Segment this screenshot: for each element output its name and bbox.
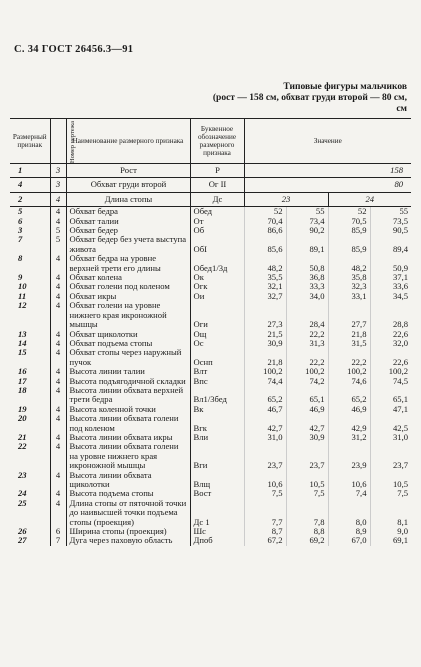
- row-code: Вги: [190, 442, 244, 470]
- row-code: Ощ: [190, 330, 244, 339]
- table-row: [10, 254, 411, 273]
- ref-name: Обхват груди второй: [66, 178, 190, 192]
- row-value: 46,7: [244, 405, 286, 414]
- row-drawing: 5: [50, 226, 66, 235]
- row-value: 50,8: [286, 254, 328, 273]
- caption-line-1: Типовые фигуры мальчиков: [283, 82, 407, 92]
- row-value: 100,2: [370, 367, 411, 376]
- row-value: 10,5: [286, 471, 328, 490]
- ref-num: 4: [10, 178, 50, 192]
- row-name: Высота линии обхвата голени на уровне нижнего края икроножной мышцы: [66, 442, 190, 470]
- ref-name: Длина стопы: [66, 192, 190, 206]
- row-value: 28,8: [370, 301, 411, 329]
- row-num: 5: [18, 206, 23, 217]
- row-num: 23: [18, 469, 27, 480]
- col-header-drawing-label: Номер чертежа: [68, 120, 76, 163]
- caption-line-2: (рост — 158 см, обхват груди второй — 80 см,: [212, 93, 407, 103]
- row-value: 21,8: [328, 330, 370, 339]
- row-num: 8: [18, 253, 23, 264]
- row-drawing: 4: [50, 301, 66, 329]
- row-drawing: 4: [50, 330, 66, 339]
- row-num: 3: [18, 225, 23, 236]
- row-name: Высота линии талии: [66, 367, 190, 376]
- caption-line-3: см: [396, 104, 407, 114]
- row-value: 33,3: [286, 282, 328, 291]
- row-drawing: 4: [50, 367, 66, 376]
- row-value: 9,0: [370, 527, 411, 536]
- row-value: 67,2: [244, 536, 286, 545]
- row-name: Ширина стопы (проекция): [66, 527, 190, 536]
- row-drawing: 4: [50, 254, 66, 273]
- table-row: [10, 414, 411, 433]
- row-value: 22,2: [286, 348, 328, 367]
- row-value: 22,2: [286, 330, 328, 339]
- row-code: Шс: [190, 527, 244, 536]
- row-name: Высота линии обхвата верхней трети бедра: [66, 386, 190, 405]
- row-name: Обхват голени на уровне нижнего края икроножной мышцы: [66, 301, 190, 329]
- row-name: Обхват бедра: [66, 207, 190, 217]
- row-code: Огк: [190, 282, 244, 291]
- row-value: 7,4: [328, 489, 370, 498]
- table-header-row: [10, 119, 411, 164]
- row-drawing: 4: [50, 282, 66, 291]
- row-drawing: 4: [50, 217, 66, 226]
- row-name: Обхват подъема стопы: [66, 339, 190, 348]
- row-value: 35,5: [244, 273, 286, 282]
- row-value: 10,5: [370, 471, 411, 490]
- reference-row-foot: [10, 192, 411, 206]
- row-value: 32,1: [244, 282, 286, 291]
- ref-drawing: 3: [50, 164, 66, 178]
- row-value: 7,5: [286, 489, 328, 498]
- row-value: 52: [328, 207, 370, 217]
- row-value: 22,2: [328, 348, 370, 367]
- row-value: 85,6: [244, 235, 286, 254]
- row-value: 55: [286, 207, 328, 217]
- row-code: Оснп: [190, 348, 244, 367]
- row-value: 89,1: [286, 235, 328, 254]
- row-num: 22: [18, 441, 27, 452]
- row-value: 31,2: [328, 433, 370, 442]
- row-num: 6: [18, 215, 23, 226]
- row-value: 69,2: [286, 536, 328, 545]
- row-value: 21,5: [244, 330, 286, 339]
- row-name: Дуга через паховую область: [66, 536, 190, 545]
- row-code: ОбI: [190, 235, 244, 254]
- row-value: 50,9: [370, 254, 411, 273]
- row-value: 70,5: [328, 217, 370, 226]
- row-drawing: 4: [50, 433, 66, 442]
- row-num: 11: [18, 290, 27, 301]
- row-num: 7: [18, 234, 23, 245]
- row-drawing: 4: [50, 489, 66, 498]
- row-name: Высота коленной точки: [66, 405, 190, 414]
- row-value: 48,2: [328, 254, 370, 273]
- row-num: 9: [18, 272, 23, 283]
- ref-value-1: 23: [244, 192, 328, 206]
- row-value: 46,9: [328, 405, 370, 414]
- ref-num: 2: [10, 192, 50, 206]
- row-value: 22,6: [370, 348, 411, 367]
- row-value: 89,4: [370, 235, 411, 254]
- row-num: 21: [18, 431, 27, 442]
- table-caption: [107, 82, 407, 115]
- row-value: 36,8: [286, 273, 328, 282]
- row-value: 21,8: [244, 348, 286, 367]
- table-row: [10, 386, 411, 405]
- col-header-code: Буквенное обозначение размерного признака: [190, 119, 244, 164]
- row-code: Влт: [190, 367, 244, 376]
- row-value: 69,1: [370, 536, 411, 545]
- row-value: 42,9: [328, 414, 370, 433]
- row-code: Ои: [190, 292, 244, 301]
- row-num: 26: [18, 526, 27, 537]
- col-header-num: Размерный признак: [10, 119, 50, 164]
- row-code: Влщ: [190, 471, 244, 490]
- ref-value: 80: [244, 178, 411, 192]
- row-value: 55: [370, 207, 411, 217]
- row-num: 16: [18, 366, 27, 377]
- row-value: 67,0: [328, 536, 370, 545]
- row-num: 18: [18, 384, 27, 395]
- row-code: Вли: [190, 433, 244, 442]
- row-code: Ос: [190, 339, 244, 348]
- row-value: 37,1: [370, 273, 411, 282]
- row-value: 8,7: [244, 527, 286, 536]
- ref-num: 1: [10, 164, 50, 178]
- row-value: 10,6: [328, 471, 370, 490]
- ref-value: 158: [244, 164, 411, 178]
- row-value: 52: [244, 207, 286, 217]
- row-value: 47,1: [370, 405, 411, 414]
- row-drawing: 4: [50, 292, 66, 301]
- row-name: Обхват колена: [66, 273, 190, 282]
- row-value: 35,8: [328, 273, 370, 282]
- reference-row-chest: [10, 178, 411, 192]
- row-value: 34,5: [370, 292, 411, 301]
- row-name: Обхват голени под коленом: [66, 282, 190, 291]
- row-name: Высота линии обхвата щиколотки: [66, 471, 190, 490]
- ref-value-2: 24: [328, 192, 411, 206]
- row-value: 46,9: [286, 405, 328, 414]
- row-value: 65,2: [244, 386, 286, 405]
- row-value: 32,0: [370, 339, 411, 348]
- row-value: 27,7: [328, 301, 370, 329]
- row-drawing: 4: [50, 471, 66, 490]
- page-header: С. 34 ГОСТ 26456.3—91: [14, 44, 134, 55]
- row-name: Обхват стопы через наружный пучок: [66, 348, 190, 367]
- col-header-name: Наименование размерного признака: [66, 119, 190, 164]
- row-value: 74,6: [328, 377, 370, 386]
- col-header-value: Значение: [244, 119, 411, 164]
- row-num: 19: [18, 403, 27, 414]
- row-num: 14: [18, 337, 27, 348]
- ref-code: Дс: [190, 192, 244, 206]
- row-name: Высота линии обхвата икры: [66, 433, 190, 442]
- row-code: Обед1/3д: [190, 254, 244, 273]
- row-value: 31,5: [328, 339, 370, 348]
- table-row: [10, 471, 411, 490]
- row-value: 31,0: [244, 433, 286, 442]
- ref-drawing: 3: [50, 178, 66, 192]
- row-value: 7,8: [286, 499, 328, 527]
- row-value: 23,7: [370, 442, 411, 470]
- row-num: 13: [18, 328, 27, 339]
- row-name: Высота линии обхвата голени под коленом: [66, 414, 190, 433]
- row-drawing: 4: [50, 414, 66, 433]
- row-code: Вк: [190, 405, 244, 414]
- row-name: Высота подъягодичной складки: [66, 377, 190, 386]
- row-value: 90,5: [370, 226, 411, 235]
- row-value: 7,5: [244, 489, 286, 498]
- row-value: 42,5: [370, 414, 411, 433]
- table-row: [10, 235, 411, 254]
- row-num: 10: [18, 281, 27, 292]
- col-header-drawing: [50, 119, 76, 164]
- row-drawing: 4: [50, 377, 66, 386]
- row-value: 86,6: [244, 226, 286, 235]
- row-value: 30,9: [286, 433, 328, 442]
- row-drawing: 4: [50, 273, 66, 282]
- row-name: Обхват бедер: [66, 226, 190, 235]
- row-value: 10,6: [244, 471, 286, 490]
- row-value: 30,9: [244, 339, 286, 348]
- reference-row-height: [10, 164, 411, 178]
- ref-name: Рост: [66, 164, 190, 178]
- row-value: 42,7: [286, 414, 328, 433]
- row-num: 24: [18, 488, 27, 499]
- ref-code: Ог II: [190, 178, 244, 192]
- row-value: 31,3: [286, 339, 328, 348]
- row-code: Вгк: [190, 414, 244, 433]
- row-code: Дпоб: [190, 536, 244, 545]
- row-drawing: 4: [50, 499, 66, 527]
- row-value: 42,7: [244, 414, 286, 433]
- row-drawing: 4: [50, 405, 66, 414]
- row-drawing: 4: [50, 442, 66, 470]
- table-row: [10, 499, 411, 527]
- row-value: 28,4: [286, 301, 328, 329]
- row-value: 100,2: [286, 367, 328, 376]
- row-value: 74,4: [244, 377, 286, 386]
- row-name: Обхват щиколотки: [66, 330, 190, 339]
- row-code: Дс 1: [190, 499, 244, 527]
- row-value: 65,1: [370, 386, 411, 405]
- row-value: 32,7: [244, 292, 286, 301]
- row-value: 33,1: [328, 292, 370, 301]
- row-num: 20: [18, 413, 27, 424]
- row-num: 15: [18, 347, 27, 358]
- row-code: Вл1/3бед: [190, 386, 244, 405]
- row-value: 73,5: [370, 217, 411, 226]
- row-drawing: 5: [50, 235, 66, 254]
- row-num: 12: [18, 300, 27, 311]
- table-row: [10, 442, 411, 470]
- row-code: От: [190, 217, 244, 226]
- row-value: 8,0: [328, 499, 370, 527]
- row-value: 85,9: [328, 226, 370, 235]
- row-num: 25: [18, 497, 27, 508]
- row-value: 85,9: [328, 235, 370, 254]
- row-name: Обхват талии: [66, 217, 190, 226]
- row-drawing: 4: [50, 386, 66, 405]
- row-drawing: 4: [50, 348, 66, 367]
- row-drawing: 4: [50, 339, 66, 348]
- row-value: 8,8: [286, 527, 328, 536]
- row-value: 74,5: [370, 377, 411, 386]
- row-name: Обхват бедра на уровне верхней трети его длины: [66, 254, 190, 273]
- row-drawing: 7: [50, 536, 66, 545]
- row-value: 90,2: [286, 226, 328, 235]
- ref-drawing: 4: [50, 192, 66, 206]
- ref-code: Р: [190, 164, 244, 178]
- table-row: [10, 301, 411, 329]
- row-name: Обхват бедер без учета выступа живота: [66, 235, 190, 254]
- row-code: Впс: [190, 377, 244, 386]
- row-name: Высота подъема стопы: [66, 489, 190, 498]
- row-value: 8,9: [328, 527, 370, 536]
- row-value: 34,0: [286, 292, 328, 301]
- row-drawing: 4: [50, 207, 66, 217]
- row-value: 7,5: [370, 489, 411, 498]
- row-drawing: 6: [50, 527, 66, 536]
- row-value: 31,0: [370, 433, 411, 442]
- row-value: 8,1: [370, 499, 411, 527]
- row-value: 23,7: [286, 442, 328, 470]
- row-value: 23,7: [244, 442, 286, 470]
- row-code: Ок: [190, 273, 244, 282]
- row-value: 33,6: [370, 282, 411, 291]
- row-value: 23,9: [328, 442, 370, 470]
- row-value: 27,3: [244, 301, 286, 329]
- measurements-table: [10, 118, 411, 546]
- row-code: Вост: [190, 489, 244, 498]
- row-num: 17: [18, 375, 27, 386]
- row-value: 32,3: [328, 282, 370, 291]
- row-name: Обхват икры: [66, 292, 190, 301]
- row-value: 48,2: [244, 254, 286, 273]
- row-value: 65,1: [286, 386, 328, 405]
- row-value: 22,6: [370, 330, 411, 339]
- table-row: [10, 348, 411, 367]
- row-name: Длина стопы от пяточной точки до наивысшей точки подъема стопы (проекция): [66, 499, 190, 527]
- row-code: Обед: [190, 207, 244, 217]
- row-value: 7,7: [244, 499, 286, 527]
- table-row: [10, 536, 411, 545]
- row-value: 74,2: [286, 377, 328, 386]
- row-value: 65,2: [328, 386, 370, 405]
- row-value: 70,4: [244, 217, 286, 226]
- row-code: Оги: [190, 301, 244, 329]
- row-value: 73,4: [286, 217, 328, 226]
- row-value: 100,2: [328, 367, 370, 376]
- row-num: 27: [18, 535, 27, 546]
- row-code: Об: [190, 226, 244, 235]
- row-value: 100,2: [244, 367, 286, 376]
